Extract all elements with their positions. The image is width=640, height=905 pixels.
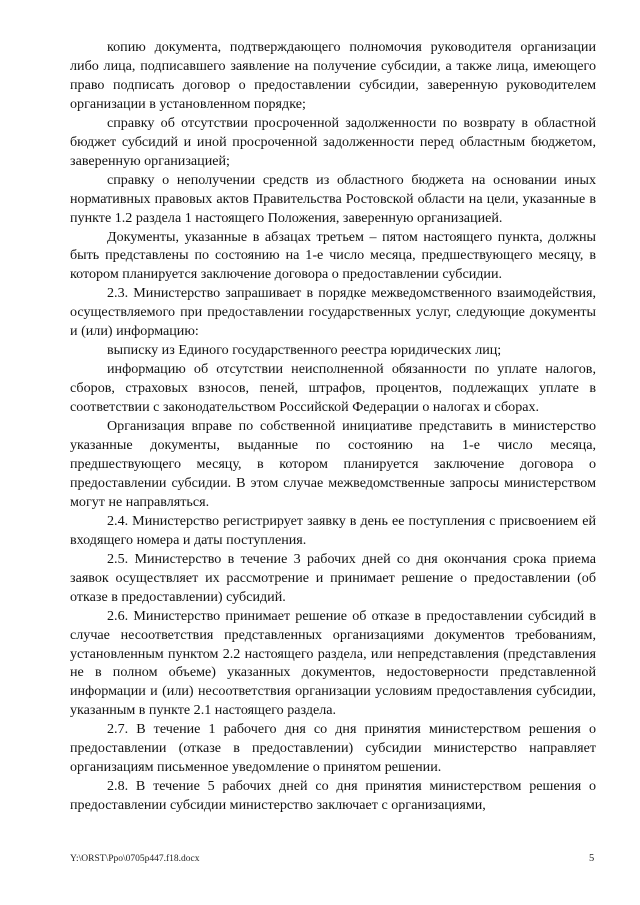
paragraph-organization-initiative: Организация вправе по собственной инициативе представить в министерство указанные документы, выданные по состоянию на 1-е число месяца, предшествующего месяцу, в котором планируется заключение договора о предоставлении субсидии. В этом случае межведомственные запросы министерством могут не направляться. xyxy=(70,418,596,510)
paragraph-tax-obligations-info: информацию об отсутствии неисполненной обязанности по уплате налогов, сборов, страховых взносов, пеней, штрафов, процентов, подлежащих уплате в соответствии с законодательством Российской Федерации о налогах и сборах. xyxy=(70,361,596,416)
page-number: 5 xyxy=(589,853,595,864)
paragraph-certificate-no-other-funds: справку о неполучении средств из областного бюджета на основании иных нормативных правовых актов Правительства Ростовской области на цели, указанные в пункте 1.2 раздела 1 настоящего Положения, заверенную организацией. xyxy=(70,171,596,226)
paragraph-clause-2-7: 2.7. В течение 1 рабочего дня со дня принятия министерством решения о предоставлении (отказе в предоставлении) субсидии министерство направляет организациям письменное уведомление о принятом решении. xyxy=(70,721,596,776)
paragraph-copy-of-authority-document: копию документа, подтверждающего полномочия руководителя организации либо лица, подписавшего заявление на получение субсидии, а также лица, имеющего право подписать договор о предоставлении субсидии, заверенную руководителем организации в установленном порядке; xyxy=(70,39,596,112)
paragraph-certificate-no-overdue-debt: справку об отсутствии просроченной задолженности по возврату в областной бюджет субсидий и иной просроченной задолженности перед областным бюджетом, заверенную организацией; xyxy=(70,114,596,169)
paragraph-documents-date-requirement: Документы, указанные в абзацах третьем – пятом настоящего пункта, должны быть представлены по состоянию на 1-е число месяца, предшествующего месяцу, в котором планируется заключение договора о предоставлении субсидии. xyxy=(70,228,596,283)
paragraph-clause-2-5: 2.5. Министерство в течение 3 рабочих дней со дня окончания срока приема заявок осуществляет их рассмотрение и принимает решение о предоставлении (об отказе в предоставлении) субсидий. xyxy=(70,550,596,605)
paragraph-clause-2-8: 2.8. В течение 5 рабочих дней со дня принятия министерством решения о предоставлении субсидии министерство заключает с организациями, xyxy=(70,778,596,814)
paragraph-registry-extract: выписку из Единого государственного реестра юридических лиц; xyxy=(107,342,502,359)
document-body xyxy=(70,38,596,815)
paragraph-clause-2-4: 2.4. Министерство регистрирует заявку в день ее поступления с присвоением ей входящего номера и даты поступления. xyxy=(70,512,596,548)
footer-file-path: Y:\ORST\Ppo\0705p447.f18.docx xyxy=(70,854,200,864)
paragraph-clause-2-6: 2.6. Министерство принимает решение об отказе в предоставлении субсидий в случае несоответствия представленных организациями документов требованиям, установленным пунктом 2.2 настоящего раздела, или непредставления (представления не в полном объеме) указанных документов, недостоверности представленной информации и (или) несоответствия организации условиям предоставления субсидии, указанным в пункте 2.1 настоящего раздела. xyxy=(70,607,596,719)
paragraph-clause-2-3: 2.3. Министерство запрашивает в порядке межведомственного взаимодействия, осуществляемого при предоставлении государственных услуг, следующие документы и (или) информацию: xyxy=(70,285,596,340)
